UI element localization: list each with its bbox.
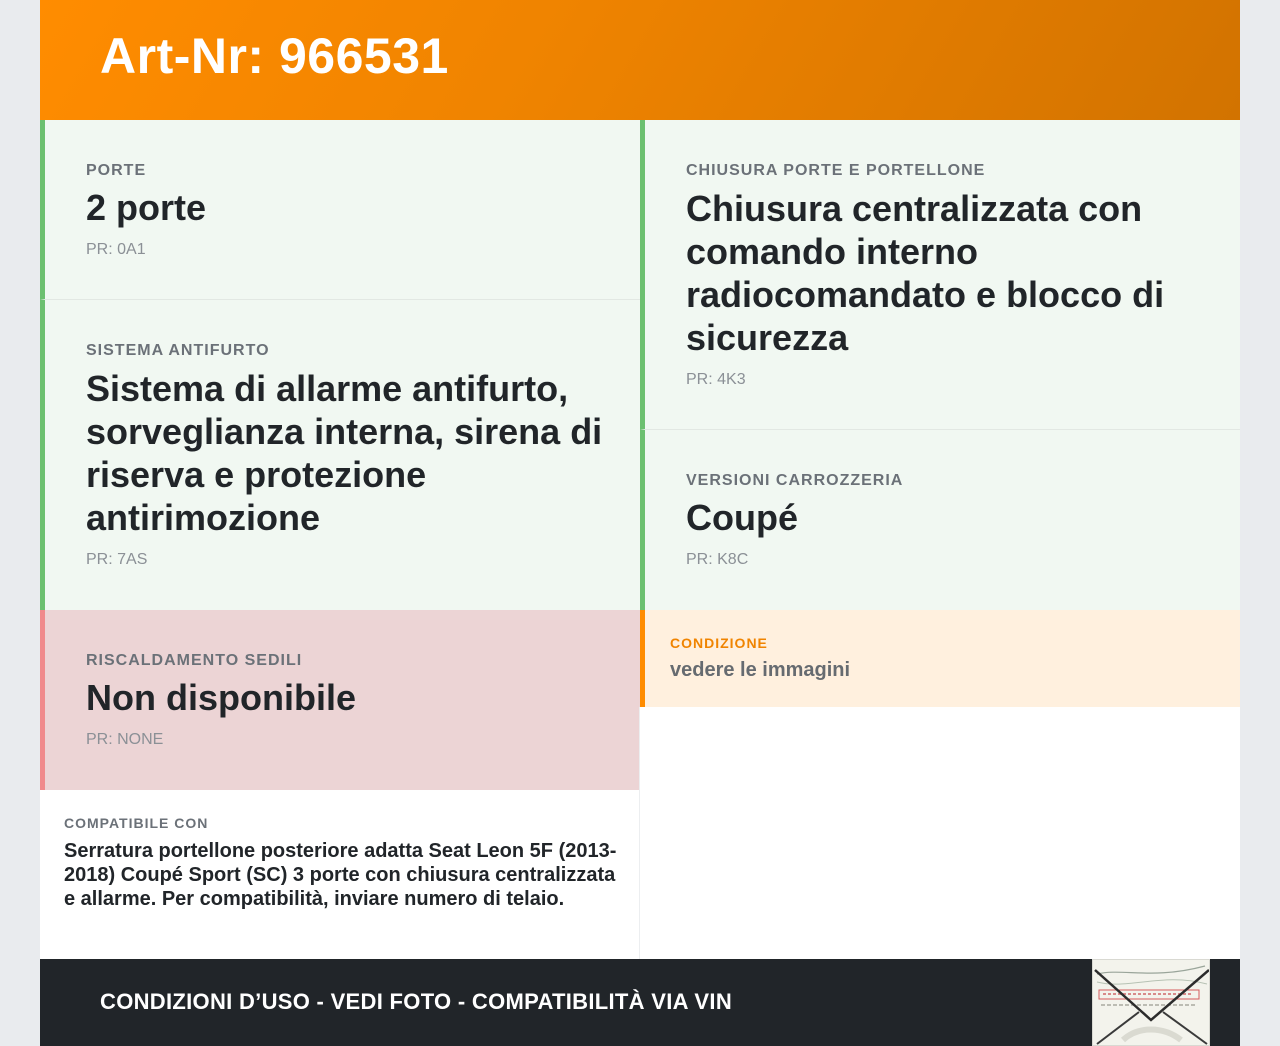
condition-box bbox=[640, 610, 1240, 707]
spec-label: RISCALDAMENTO SEDILI bbox=[86, 652, 303, 669]
spec-card-riscaldamento bbox=[40, 610, 640, 790]
spec-card-chiusura bbox=[640, 120, 1240, 430]
document-image-icon bbox=[1093, 960, 1210, 1046]
article-number-title: Art-Nr: 966531 bbox=[100, 28, 449, 84]
spec-value: Coupé bbox=[686, 497, 798, 538]
compatibility-label: COMPATIBILE CON bbox=[64, 815, 209, 831]
footer-text: CONDIZIONI D’USO - VEDI FOTO - COMPATIBILITÀ VIA VIN bbox=[100, 989, 733, 1014]
condition-label: CONDIZIONE bbox=[670, 635, 768, 651]
spec-value: Chiusura centralizzata con comando interno radiocomandato e blocco di sicurezza bbox=[686, 188, 1165, 358]
spec-value: 2 porte bbox=[86, 187, 207, 228]
spec-label: PORTE bbox=[86, 162, 147, 179]
spec-value: Sistema di allarme antifurto, sorveglianza interna, sirena di riserva e protezione antirimozione bbox=[86, 368, 603, 538]
spec-card-carrozzeria bbox=[640, 430, 1240, 610]
product-card bbox=[40, 0, 1240, 1046]
spec-label: CHIUSURA PORTE E PORTELLONE bbox=[686, 162, 986, 179]
spec-card-antifurto bbox=[40, 300, 640, 610]
compatibility-box bbox=[40, 790, 640, 959]
spec-card-porte bbox=[40, 120, 640, 300]
compatibility-text: Serratura portellone posteriore adatta Seat Leon 5F (2013-2018) Coupé Sport (SC) 3 porte con chiusura centralizzata e allarme. Per compatibilità, inviare numero di telaio. bbox=[64, 840, 617, 910]
spec-value: Non disponibile bbox=[86, 677, 356, 718]
spec-label: SISTEMA ANTIFURTO bbox=[86, 342, 270, 359]
spec-pr-code: PR: NONE bbox=[86, 731, 164, 748]
header-banner bbox=[40, 0, 1240, 120]
footer-bar bbox=[40, 959, 1240, 1046]
vin-document-thumbnail[interactable] bbox=[1092, 959, 1210, 1046]
spec-pr-code: PR: 0A1 bbox=[86, 241, 146, 258]
spec-pr-code: PR: 4K3 bbox=[686, 371, 746, 388]
spec-label: VERSIONI CARROZZERIA bbox=[686, 472, 904, 489]
condition-value: vedere le immagini bbox=[670, 659, 851, 681]
spec-pr-code: PR: 7AS bbox=[86, 551, 148, 568]
spec-pr-code: PR: K8C bbox=[686, 551, 749, 568]
